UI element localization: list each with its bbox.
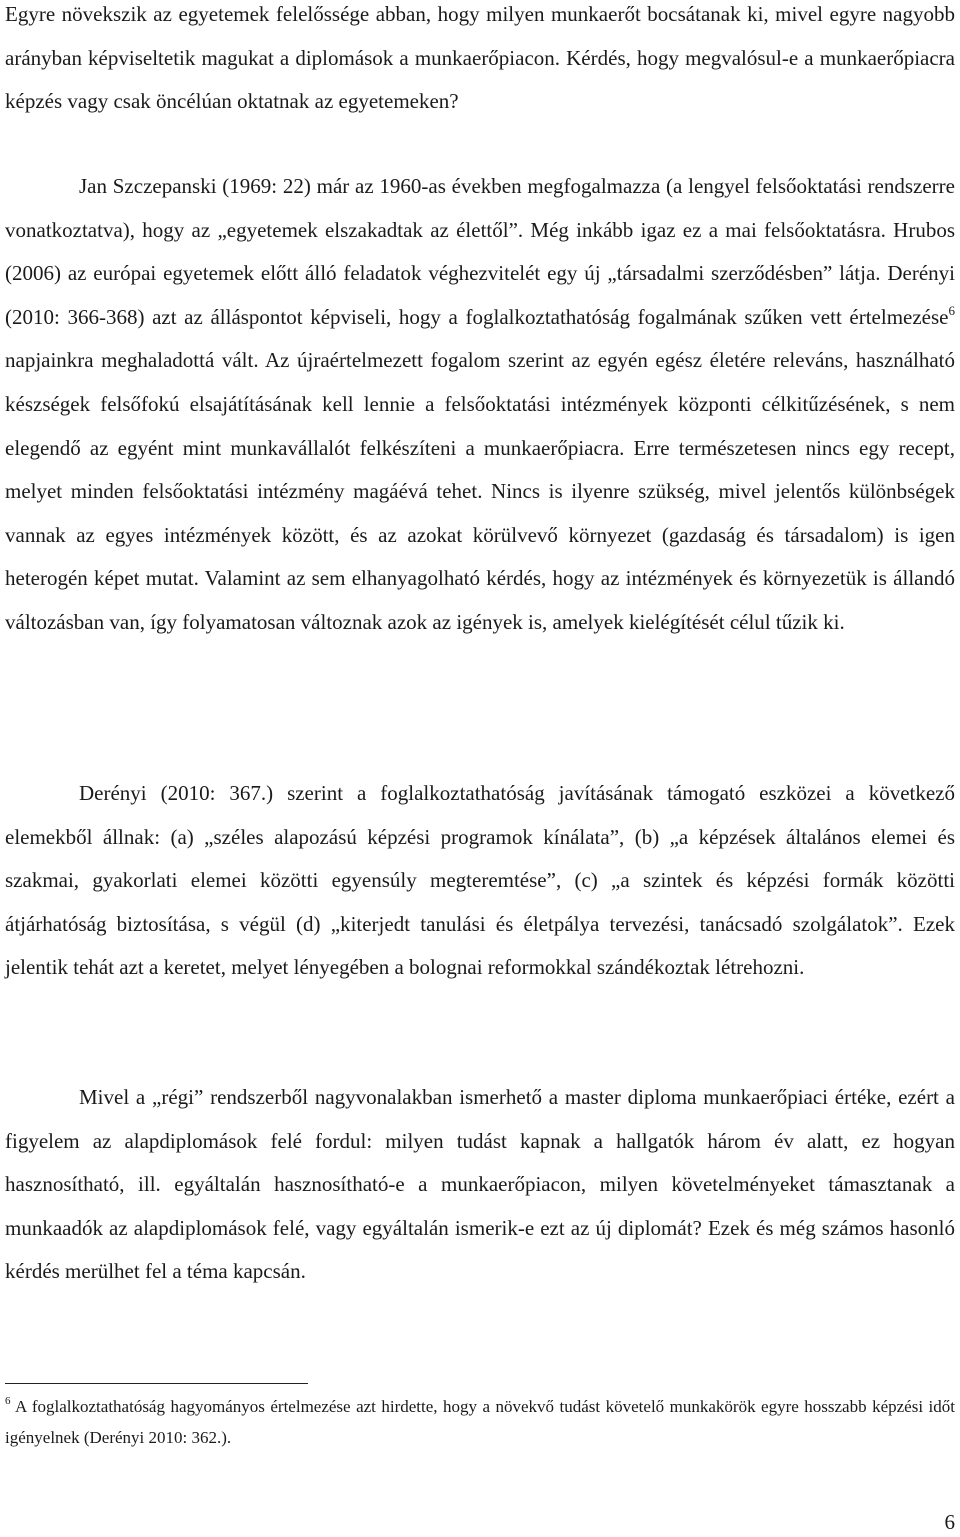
paragraph-2	[5, 165, 955, 645]
footnote	[5, 1391, 955, 1453]
paragraph-3-text: Derényi (2010: 367.) szerint a foglalkoztathatóság javításának támogató eszközei a következő elemekből állnak: (a) „széles alapozású képzési programok kínálata”, (b) „a képzések általános elemei és szakmai, gyakorlati elemei közötti egyensúly megteremtése”, (c) „a szintek és képzési formák közötti átjárhatóság biztosítása, s végül (d) „kiterjedt tanulási és életpálya tervezési, tanácsadó szolgálatok”. Ezek jelentik tehát azt a keretet, melyet lényegében a bolognai reformokkal szándékoztak létrehozni.	[5, 781, 955, 980]
paragraph-4	[5, 1076, 955, 1294]
page-number: 6	[944, 1510, 955, 1534]
paragraph-1	[5, 0, 955, 124]
paragraph-2-text-part-2: napjainkra meghaladottá vált. Az újraértelmezett fogalom szerint az egyén egész életére releváns, használható készségek felsőfokú elsajátításának kell lennie a felsőoktatási intézmények központi célkitűzésének, s nem elegendő az egyént mint munkavállalót felkészíteni a munkaerőpiacra. Erre természetesen nincs egy recept, melyet minden felsőoktatási intézmény magáévá tehet. Nincs is ilyenre szükség, mivel jelentős különbségek vannak az egyes intézmények között, és az azokat körülvevő környezet (gazdaság és társadalom) is igen heterogén képet mutat. Valamint az sem elhanyagolható kérdés, hogy az intézmények és környezetük is állandó változásban van, így folyamatosan változnak azok az igények is, amelyek kielégítését célul tűzik ki.	[5, 348, 955, 634]
footnote-separator	[5, 1383, 308, 1384]
footnote-text: A foglalkoztathatóság hagyományos értelmezése azt hirdette, hogy a növekvő tudást követelő munkakörök egyre hosszabb képzési időt igényelnek (Derényi 2010: 362.).	[5, 1397, 955, 1447]
paragraph-4-text: Mivel a „régi” rendszerből nagyvonalakban ismerhető a master diploma munkaerőpiaci értéke, ezért a figyelem az alapdiplomások felé fordul: milyen tudást kapnak a hallgatók három év alatt, ez hogyan hasznosítható, ill. egyáltalán hasznosítható-e a munkaerőpiacon, milyen követelményeket támasztanak a munkaadók az alapdiplomások felé, vagy egyáltalán ismerik-e ezt az új diplomát? Ezek és még számos hasonló kérdés merülhet fel a téma kapcsán.	[5, 1085, 955, 1284]
footnote-reference: 6	[948, 302, 955, 318]
paragraph-2-text-part-1: Jan Szczepanski (1969: 22) már az 1960-as években megfogalmazza (a lengyel felsőoktatási rendszerre vonatkoztatva), hogy az „egyetemek elszakadtak az élettől”. Még inkább igaz ez a mai felsőoktatásra. Hrubos (2006) az európai egyetemek előtt álló feladatok véghezvitelét egy új „társadalmi szerződésben” látja. Derényi (2010: 366-368) azt az álláspontot képviseli, hogy a foglalkoztathatóság fogalmának szűken vett értelmezése	[5, 174, 955, 329]
footnote-marker: 6	[5, 1395, 11, 1407]
paragraph-1-text: Egyre növekszik az egyetemek felelőssége abban, hogy milyen munkaerőt bocsátanak ki, mivel egyre nagyobb arányban képviseltetik magukat a diplomások a munkaerőpiacon. Kérdés, hogy megvalósul-e a munkaerőpiacra képzés vagy csak öncélúan oktatnak az egyetemeken?	[5, 2, 955, 114]
paragraph-3	[5, 772, 955, 990]
